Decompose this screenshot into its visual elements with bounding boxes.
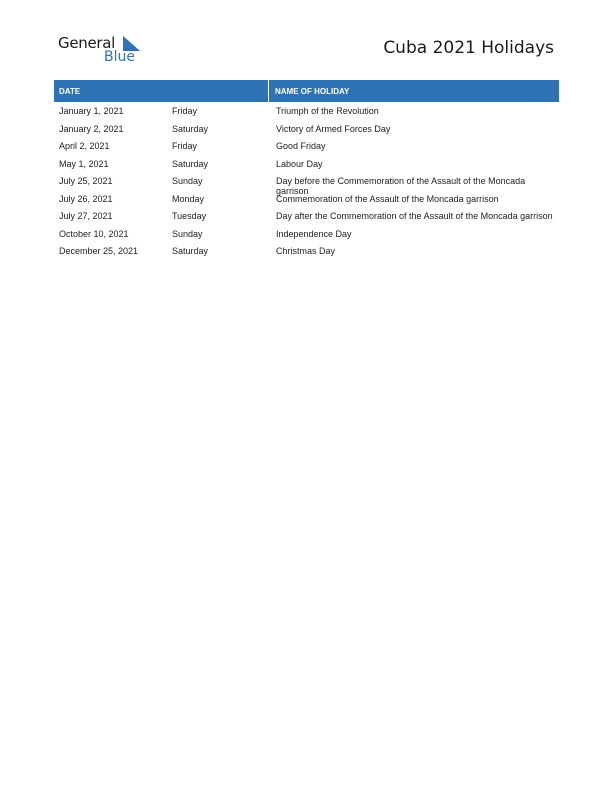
table-row [54, 120, 559, 138]
holiday-name: Day before the Commemoration of the Assault of the Moncada garrison [276, 176, 526, 196]
holiday-weekday: Saturday [172, 158, 209, 169]
date-column-header: DATE [54, 80, 269, 102]
holiday-name: Commemoration of the Assault of the Moncada garrison [276, 193, 499, 204]
holiday-weekday: Monday [172, 193, 205, 204]
holiday-date: April 2, 2021 [59, 141, 110, 151]
holiday-name: Good Friday [276, 141, 326, 151]
table-header [54, 80, 559, 102]
holiday-name: Independence Day [276, 228, 352, 239]
holiday-date: December 25, 2021 [59, 246, 139, 256]
holiday-date: July 25, 2021 [59, 176, 113, 186]
table-row [54, 242, 559, 260]
holiday-name-column-header: NAME OF HOLIDAY [275, 86, 350, 96]
holiday-weekday: Tuesday [172, 211, 207, 221]
holiday-name: Christmas Day [276, 246, 336, 256]
holiday-weekday: Friday [172, 141, 198, 151]
holiday-weekday: Sunday [172, 228, 203, 239]
holiday-date: May 1, 2021 [59, 158, 109, 169]
table-row [54, 102, 559, 120]
holiday-weekday: Saturday [172, 246, 209, 256]
table-row [54, 172, 559, 196]
table-row [54, 137, 559, 155]
holiday-name: Labour Day [276, 158, 323, 169]
table-row [54, 155, 559, 173]
holiday-date: October 10, 2021 [59, 228, 129, 239]
generalblue-logo [58, 34, 148, 68]
holiday-weekday: Sunday [172, 176, 203, 186]
holiday-weekday: Friday [172, 106, 198, 116]
holiday-name: Triumph of the Revolution [276, 106, 379, 116]
logo-blue-text: Blue [104, 49, 135, 65]
holiday-name: Day after the Commemoration of the Assault of the Moncada garrison [276, 211, 553, 221]
page-title: Cuba 2021 Holidays [383, 38, 554, 58]
table-row [54, 225, 559, 243]
holidays-table [54, 80, 559, 260]
table-row [54, 190, 559, 208]
logo-general-text: General [58, 34, 116, 52]
holiday-name: Victory of Armed Forces Day [276, 123, 391, 134]
holiday-date: January 1, 2021 [59, 106, 124, 116]
holiday-weekday: Saturday [172, 123, 209, 134]
holiday-date: July 27, 2021 [59, 211, 113, 221]
holiday-date: July 26, 2021 [59, 193, 113, 204]
holiday-date: January 2, 2021 [59, 123, 124, 134]
table-row [54, 207, 559, 225]
